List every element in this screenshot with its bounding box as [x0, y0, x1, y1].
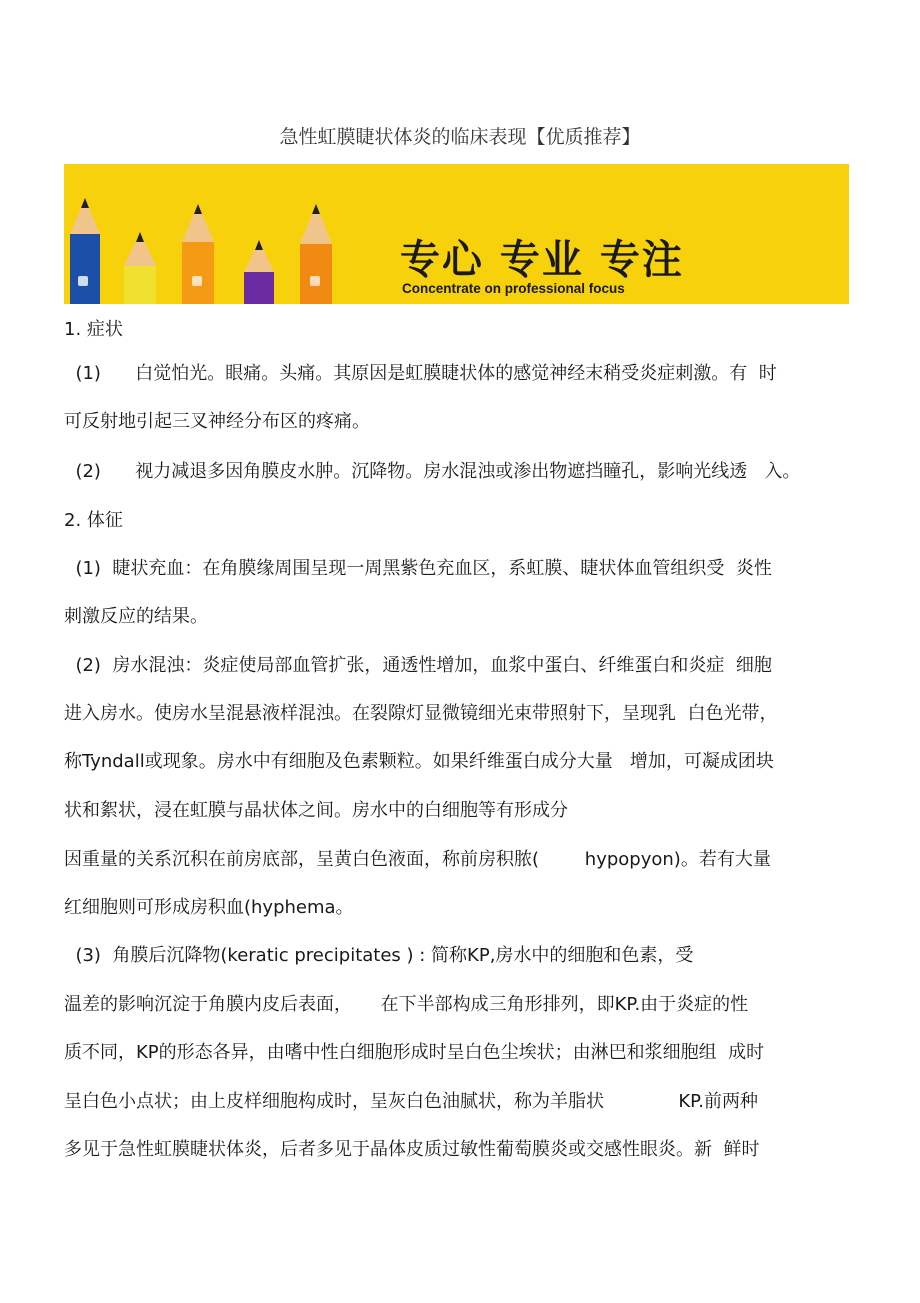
paragraph-line: 进入房水。使房水呈混悬液样混浊。在裂隙灯显微镜细光束带照射下，呈现乳 白色光带， — [64, 703, 778, 724]
pencils-icon — [64, 164, 394, 304]
paragraph-line: (2) 视力减退多因角膜皮水肿。沉降物。房水混浊或渗出物遮挡瞳孔，影响光线透 入。 — [64, 461, 801, 482]
banner-slogan: 专心 专业 专注 — [400, 237, 684, 283]
section-heading-symptoms: 1. 症状 — [64, 319, 123, 340]
paragraph-line: (2) 房水混浊：炎症使局部血管扩张，通透性增加，血浆中蛋白、纤维蛋白和炎症 细胞 — [64, 655, 772, 676]
paragraph-line: 多见于急性虹膜睫状体炎，后者多见于晶体皮质过敏性葡萄膜炎或交感性眼炎。新 鲜时 — [64, 1139, 760, 1160]
paragraph-line: 可反射地引起三叉神经分布区的疼痛。 — [64, 411, 370, 432]
paragraph-line: 称Tyndall或现象。房水中有细胞及色素颗粒。如果纤维蛋白成分大量 增加，可凝成团块 — [64, 751, 774, 772]
paragraph-line: (1) 白觉怕光。眼痛。头痛。其原因是虹膜睫状体的感觉神经末稍受炎症刺激。有 时 — [64, 363, 777, 384]
section-heading-signs: 2. 体征 — [64, 510, 123, 531]
paragraph-line: 红细胞则可形成房积血(hyphema。 — [64, 897, 354, 918]
banner-slogan-english: Concentrate on professional focus — [402, 281, 625, 296]
paragraph-line: 刺激反应的结果。 — [64, 606, 208, 627]
paragraph-line: 呈白色小点状；由上皮样细胞构成时，呈灰白色油腻状，称为羊脂状 KP.前两种 — [64, 1091, 758, 1112]
paragraph-line: 状和絮状，浸在虹膜与晶状体之间。房水中的白细胞等有形成分 — [64, 800, 568, 821]
paragraph-line: (3) 角膜后沉降物(keratic precipitates ) : 简称KP,房水中的细胞和色素，受 — [64, 945, 694, 966]
paragraph-line: 温差的影响沉淀于角膜内皮后表面， 在下半部构成三角形排列，即KP.由于炎症的性 — [64, 994, 749, 1015]
page-title: 急性虹膜睫状体炎的临床表现【优质推荐】 — [279, 126, 641, 148]
paragraph-line: 质不同，KP的形态各异，由嗜中性白细胞形成时呈白色尘埃状；由淋巴和浆细胞组 成时 — [64, 1042, 765, 1063]
banner-image — [64, 164, 849, 304]
paragraph-line: (1) 睫状充血：在角膜缘周围呈现一周黑紫色充血区，系虹膜、睫状体血管组织受 炎性 — [64, 558, 772, 579]
paragraph-line: 因重量的关系沉积在前房底部，呈黄白色液面，称前房积脓( hypopyon)。若有大量 — [64, 849, 771, 870]
